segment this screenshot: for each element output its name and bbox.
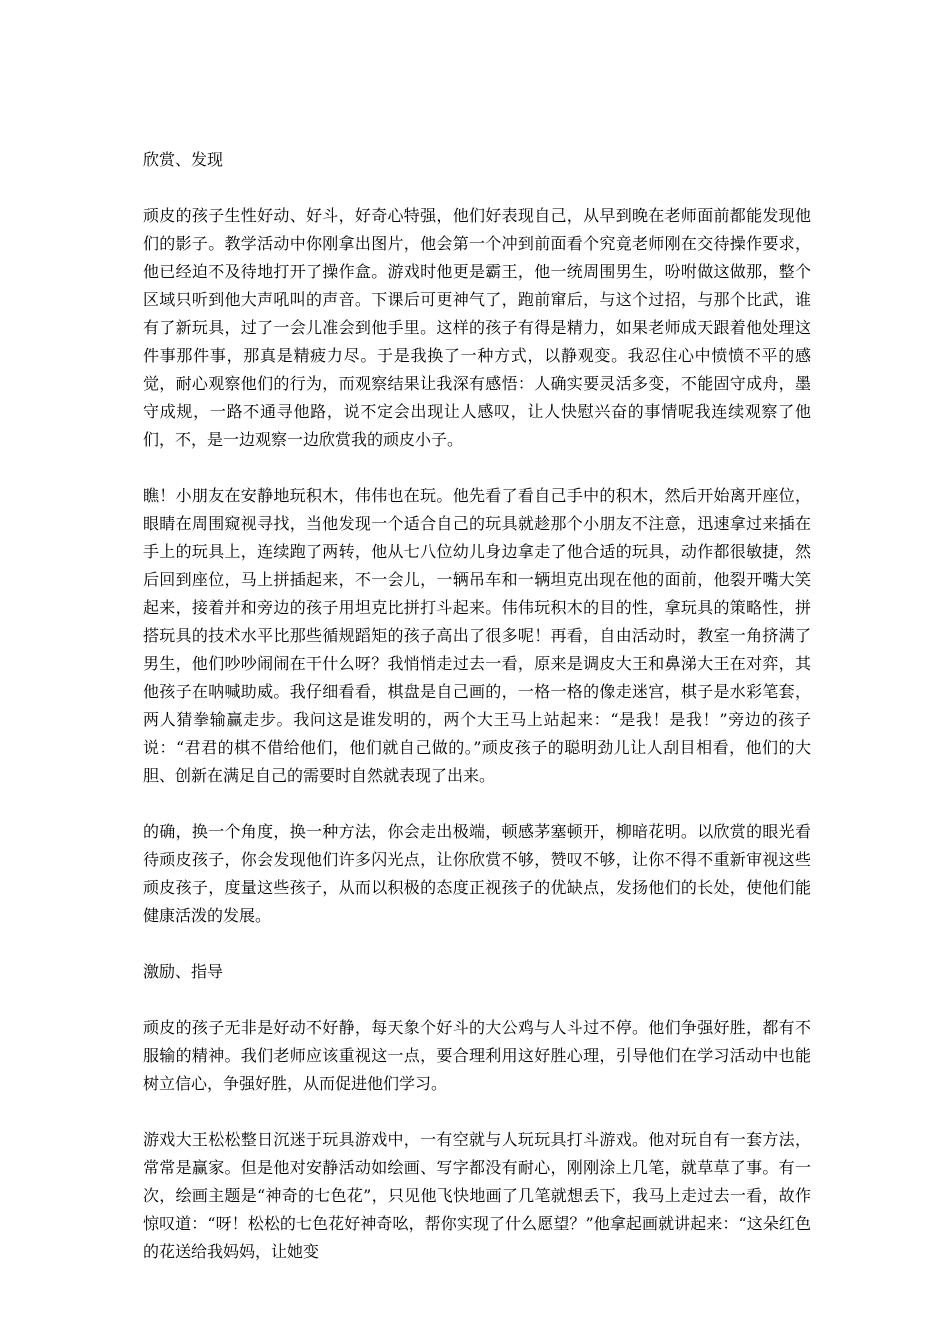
- paragraph-naughty-children-observation: 顽皮的孩子生性好动、好斗，好奇心特强，他们好表现自己，从早到晚在老师面前都能发现他们的影子。教学活动中你刚拿出图片，他会第一个冲到前面看个究竟老师刚在交待操作要求，他已经迫不及待地打开了操作盒。游戏时他更是霸王，他一统周围男生，吩咐做这做那，整个区域只听到他大声吼叫的声音。下课后可更神气了，跑前窜后，与这个过招，与那个比武，谁有了新玩具，过了一会儿准会到他手里。这样的孩子有得是精力，如果老师成天跟着他处理这件事那件事，那真是精疲力尽。于是我换了一种方式，以静观变。我忍住心中愤愤不平的感觉，耐心观察他们的行为，而观察结果让我深有感悟：人确实要灵活多变，不能固守成舟，墨守成规，一路不通寻他路，说不定会出现让人感叹，让人快慰兴奋的事情呢我连续观察了他们，不，是一边观察一边欣赏我的顽皮小子。: [143, 206, 811, 449]
- section-heading-encourage-guide: 激励、指导: [143, 962, 224, 981]
- section-heading-appreciate-discover: 欣赏、发现: [143, 150, 224, 169]
- document-body: [143, 146, 811, 1261]
- paragraph-competitive-spirit: 顽皮的孩子无非是好动不好静，每天象个好斗的大公鸡与人斗过不停。他们争强好胜，都有不服输的精神。我们老师应该重视这一点，要合理利用这好胜心理，引导他们在学习活动中也能树立信心，争强好胜，从而促进他们学习。: [143, 1018, 811, 1093]
- paragraph-songsong-drawing: 游戏大王松松整日沉迷于玩具游戏中，一有空就与人玩玩具打斗游戏。他对玩自有一套方法，常常是赢家。但是他对安静活动如绘画、写字都没有耐心，刚刚涂上几笔，就草草了事。有一次，绘画主题是“神奇的七色花”，只见他飞快地画了几笔就想丢下，我马上走过去一看，故作惊叹道：“呀！松松的七色花好神奇吆，帮你实现了什么愿望？”他拿起画就讲起来：“这朵红色的花送给我妈妈，让她变: [143, 1130, 811, 1261]
- paragraph-change-perspective: 的确，换一个角度，换一种方法，你会走出极端，顿感茅塞顿开，柳暗花明。以欣赏的眼光看待顽皮孩子，你会发现他们许多闪光点，让你欣赏不够，赞叹不够，让你不得不重新审视这些顽皮孩子，度量这些孩子，从而以积极的态度正视孩子的优缺点，发扬他们的长处，使他们能健康活泼的发展。: [143, 822, 811, 925]
- paragraph-weiwei-building-blocks: 瞧！小朋友在安静地玩积木，伟伟也在玩。他先看了看自己手中的积木，然后开始离开座位，眼睛在周围窥视寻找，当他发现一个适合自己的玩具就趁那个小朋友不注意，迅速拿过来插在手上的玩具上，连续跑了两转，他从七八位幼儿身边拿走了他合适的玩具，动作都很敏捷，然后回到座位，马上拼插起来，不一会儿，一辆吊车和一辆坦克出现在他的面前，他裂开嘴大笑起来，接着并和旁边的孩子用坦克比拼打斗起来。伟伟玩积木的目的性，拿玩具的策略性，拼搭玩具的技术水平比那些循规蹈矩的孩子高出了很多呢！再看，自由活动时，教室一角挤满了男生，他们吵吵闹闹在干什么呀？我悄悄走过去一看，原来是调皮大王和鼻涕大王在对弈，其他孩子在呐喊助威。我仔细看看，棋盘是自己画的，一格一格的像走迷宫，棋子是水彩笔套，两人猜拳输赢走步。我问这是谁发明的，两个大王马上站起来：“是我！是我！”旁边的孩子说：“君君的棋不借给他们，他们就自己做的。”顽皮孩子的聪明劲儿让人刮目相看，他们的大胆、创新在满足自己的需要时自然就表现了出来。: [143, 486, 811, 785]
